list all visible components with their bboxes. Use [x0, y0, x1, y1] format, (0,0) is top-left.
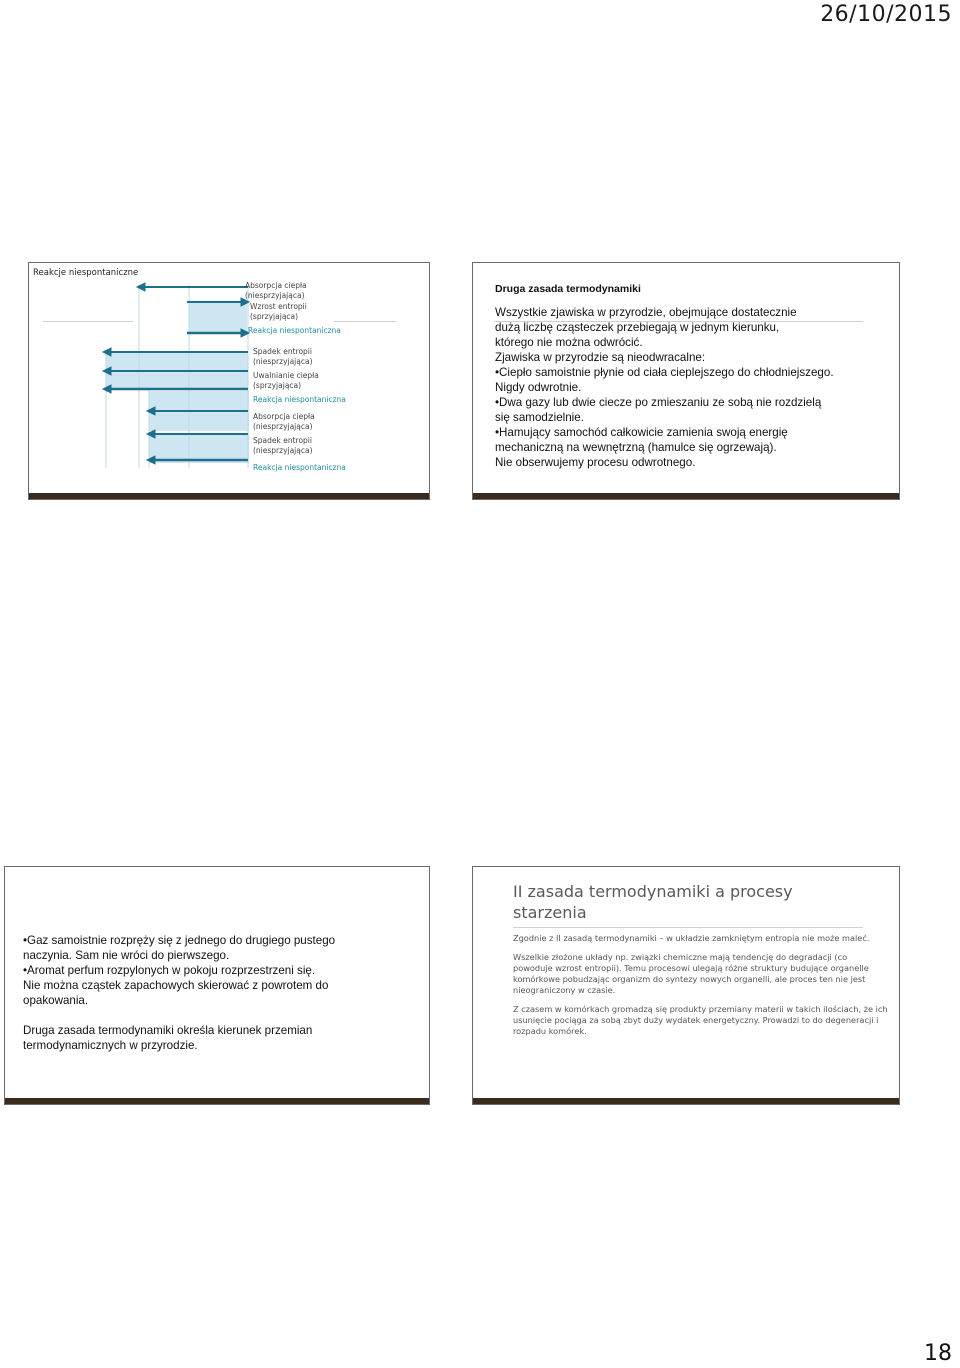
- diagram-panel: [189, 303, 247, 333]
- body-line: termodynamicznych w przyrodzie.: [23, 1039, 198, 1052]
- diagram-label: Wzrost entropii: [250, 302, 307, 311]
- body-line: Druga zasada termodynamiki określa kierunek przemian: [23, 1024, 313, 1037]
- body-line: •Dwa gazy lub dwie ciecze po zmieszaniu ze sobą nie rozdzielą: [495, 396, 822, 409]
- body-line: Zjawiska w przyrodzie są nieodwracalne:: [495, 351, 706, 364]
- body-line: którego nie można odwrócić.: [495, 336, 643, 349]
- slide-title: Druga zasada termodynamiki: [495, 283, 641, 295]
- body-line: •Hamujący samochód całkowicie zamienia swoją energię: [495, 426, 788, 439]
- body-line: Nigdy odwrotnie.: [495, 381, 582, 394]
- body-line: •Ciepło samoistnie płynie od ciała cieplejszego do chłodniejszego.: [495, 366, 834, 379]
- slide-bottom-bar: [5, 1098, 429, 1104]
- diagram-label: Absorpcja ciepła: [253, 412, 315, 421]
- body-line: •Gaz samoistnie rozpręży się z jednego do drugiego pustego: [23, 934, 336, 947]
- body-line: •Aromat perfum rozpylonych w pokoju rozprzestrzeni się.: [23, 964, 316, 977]
- slide-body: [23, 933, 423, 1053]
- slide-starzenie[interactable]: [472, 866, 900, 1105]
- diagram-label: Spadek entropii: [253, 347, 312, 356]
- body-line: opakowania.: [23, 994, 89, 1007]
- diagram-label: Uwalnianie ciepła: [253, 371, 319, 380]
- diagram-label: Spadek entropii: [253, 436, 312, 445]
- body-line: Nie można cząstek zapachowych skierować z powrotem do: [23, 979, 329, 992]
- slide-title: II zasada termodynamiki a procesy starzenia: [513, 882, 793, 922]
- diagram-label-reaction: Reakcja niespontaniczna: [248, 326, 341, 335]
- diagram-label-reaction: Reakcja niespontaniczna: [253, 463, 346, 472]
- body-line: Nie obserwujemy procesu odwrotnego.: [495, 456, 696, 469]
- body-line: [23, 1008, 423, 1023]
- diagram-label: (sprzyjająca): [250, 312, 299, 321]
- body-line: mechaniczną na wewnętrzną (hamulce się ogrzewają).: [495, 441, 777, 454]
- slide-druga-zasada[interactable]: [472, 262, 900, 500]
- energy-entropy-diagram: [29, 263, 430, 500]
- divider: [513, 927, 863, 928]
- diagram-label: (niesprzyjająca): [245, 291, 305, 300]
- body-line: naczynia. Sam nie wróci do pierwszego.: [23, 949, 230, 962]
- diagram-label: (niesprzyjająca): [253, 422, 313, 431]
- diagram-label-reaction: Reakcja niespontaniczna: [253, 395, 346, 404]
- diagram-label: (niesprzyjająca): [253, 446, 313, 455]
- slide-bottom-bar: [473, 493, 899, 499]
- slide-reakcje-niespontaniczne[interactable]: [28, 262, 430, 500]
- slide-title: Reakcje niespontaniczne: [33, 268, 139, 278]
- diagram-label: (sprzyjająca): [253, 381, 302, 390]
- body-line: Wszystkie zjawiska w przyrodzie, obejmujące dostatecznie: [495, 306, 797, 319]
- diagram-panel: [149, 433, 249, 463]
- body-line: się samodzielnie.: [495, 411, 584, 424]
- body-paragraph: Z czasem w komórkach gromadzą się produkty przemiany materii w takich ilościach, że ich usunięcie pociąga za sobą zbyt duży wydatek energetyczny. Prowadzi to do degeneracji i rozpadu komórek.: [513, 1004, 888, 1036]
- body-paragraph: Zgodnie z II zasadą termodynamiki – w układzie zamkniętym entropia nie może maleć.: [513, 933, 870, 943]
- body-line: dużą liczbę cząsteczek przebiegają w jednym kierunku,: [495, 321, 780, 334]
- slide-body: [513, 933, 888, 1045]
- slide-bottom-bar: [29, 493, 429, 499]
- page-number: 18: [924, 1341, 952, 1366]
- date: 26/10/2015: [820, 2, 952, 27]
- slide-body: [495, 305, 885, 470]
- diagram-label: Absorpcja ciepła: [245, 281, 307, 290]
- slide-bottom-bar: [473, 1098, 899, 1104]
- diagram-label: (niesprzyjająca): [253, 357, 313, 366]
- body-paragraph: Wszelkie złożone układy np. związki chemiczne mają tendencję do degradacji (co powoduje wzrost entropii). Temu procesowi ulegają różne struktury budujące organelle komórkowe pobudzając organizm do syntezy nowych organelli, ale proces ten nie jest nieograniczony w czasie.: [513, 952, 869, 995]
- slide-przyklady[interactable]: [4, 866, 430, 1105]
